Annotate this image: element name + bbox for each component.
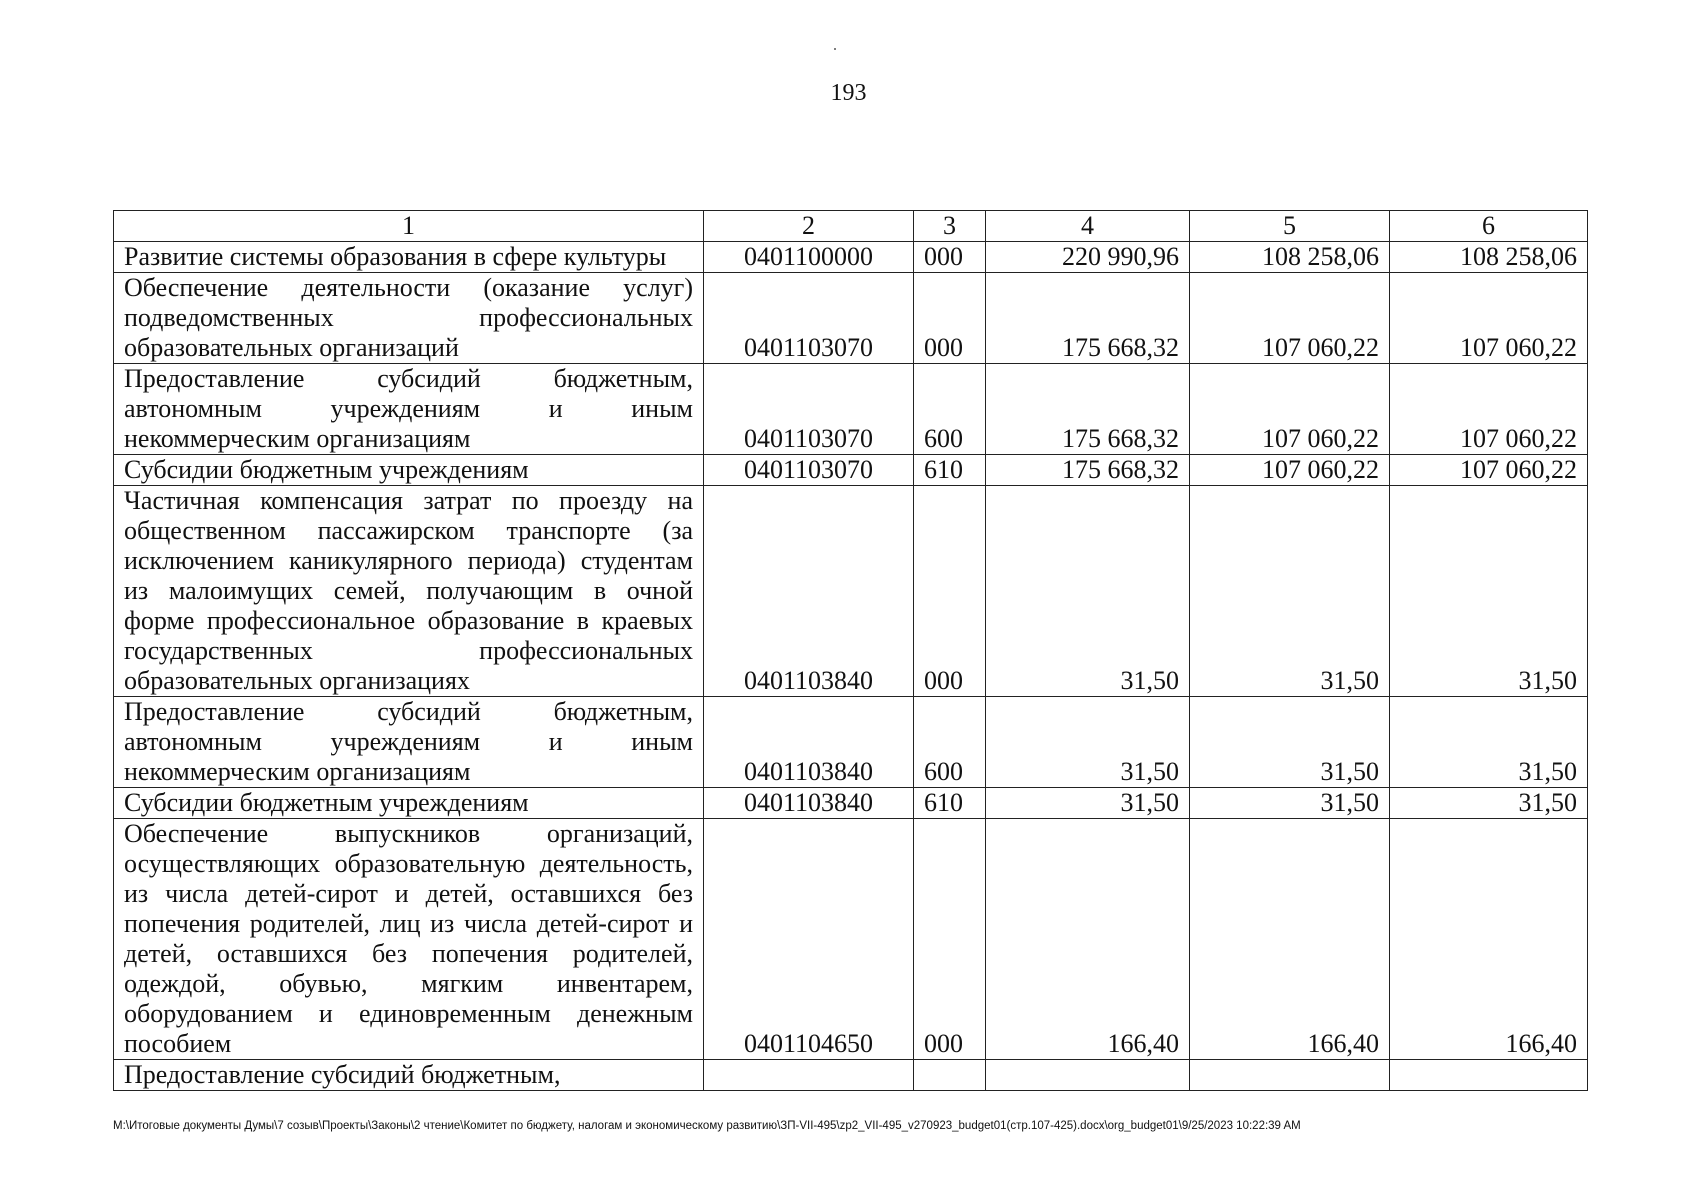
row-amount-col4-cell: 175 668,32 [986,364,1190,455]
row-target-code-cell: 0401104650 [704,819,914,1060]
row-amount-col4-cell: 31,50 [986,486,1190,697]
row-amount-col4-cell: 31,50 [986,788,1190,819]
row-amount-col5-cell: 107 060,22 [1190,273,1390,364]
row-name-cell: Предоставление субсидий бюджетным, [114,1060,704,1091]
row-amount-col5-cell: 108 258,06 [1190,242,1390,273]
row-expense-type-cell: 000 [914,273,986,364]
row-target-code-cell: 0401103070 [704,364,914,455]
row-amount-col6-cell: 107 060,22 [1390,273,1588,364]
row-target-code-cell: 0401103840 [704,486,914,697]
table-row [114,486,1588,697]
row-name-cell: Предоставление субсидий бюджетным, автономным учреждениям и иным некоммерческим организациям [114,697,704,788]
row-amount-col6-cell: 108 258,06 [1390,242,1588,273]
row-amount-col6-cell [1390,1060,1588,1091]
row-amount-col5-cell: 166,40 [1190,819,1390,1060]
row-target-code-cell: 0401103840 [704,697,914,788]
row-name-cell: Обеспечение деятельности (оказание услуг) подведомственных профессиональных образовательных организаций [114,273,704,364]
row-name-cell: Обеспечение выпускников организаций, осуществляющих образовательную деятельность, из числа детей-сирот и детей, оставшихся без попечения родителей, лиц из числа детей-сирот и детей, оставшихся без попечения родителей, одеждой, обувью, мягким инвентарем, оборудованием и единовременным денежным пособием [114,819,704,1060]
scan-speck [834,48,836,50]
column-header-4: 4 [986,211,1190,242]
row-expense-type-cell: 000 [914,486,986,697]
column-header-6: 6 [1390,211,1588,242]
row-target-code-cell: 0401100000 [704,242,914,273]
row-target-code-cell: 0401103840 [704,788,914,819]
row-amount-col6-cell: 107 060,22 [1390,364,1588,455]
table-row [114,697,1588,788]
table-row [114,242,1588,273]
row-amount-col6-cell: 107 060,22 [1390,455,1588,486]
row-target-code-cell: 0401103070 [704,455,914,486]
table-row [114,819,1588,1060]
row-name-cell: Субсидии бюджетным учреждениям [114,788,704,819]
row-amount-col5-cell [1190,1060,1390,1091]
table-row [114,364,1588,455]
row-expense-type-cell: 600 [914,364,986,455]
budget-table [113,210,1588,1091]
row-expense-type-cell [914,1060,986,1091]
row-name-cell: Частичная компенсация затрат по проезду на общественном пассажирском транспорте (за исключением каникулярного периода) студентам из малоимущих семей, получающим в очной форме профессиональное образование в краевых государственных профессиональных образовательных организациях [114,486,704,697]
table-row [114,788,1588,819]
row-name-cell: Субсидии бюджетным учреждениям [114,455,704,486]
row-target-code-cell [704,1060,914,1091]
column-header-2: 2 [704,211,914,242]
row-amount-col4-cell: 175 668,32 [986,455,1190,486]
column-header-3: 3 [914,211,986,242]
row-amount-col5-cell: 107 060,22 [1190,455,1390,486]
table-row [114,455,1588,486]
table-header-row [114,211,1588,242]
table-row [114,1060,1588,1091]
row-amount-col5-cell: 31,50 [1190,486,1390,697]
column-header-1: 1 [114,211,704,242]
row-amount-col6-cell: 31,50 [1390,486,1588,697]
row-amount-col6-cell: 166,40 [1390,819,1588,1060]
page-number: 193 [830,80,867,106]
row-amount-col4-cell: 175 668,32 [986,273,1190,364]
row-amount-col4-cell: 220 990,96 [986,242,1190,273]
row-expense-type-cell: 610 [914,455,986,486]
row-amount-col4-cell: 31,50 [986,697,1190,788]
row-expense-type-cell: 610 [914,788,986,819]
row-amount-col4-cell [986,1060,1190,1091]
row-target-code-cell: 0401103070 [704,273,914,364]
column-header-5: 5 [1190,211,1390,242]
row-name-cell: Предоставление субсидий бюджетным, автономным учреждениям и иным некоммерческим организациям [114,364,704,455]
footer-file-path: M:\Итоговые документы Думы\7 созыв\Проекты\Законы\2 чтение\Комитет по бюджету, налогам и экономическому развитию\ЗП-VII-495\zp2_VII-495_v270923_budget01(стр.107-425).docx\org_budget01\9/25/2023 10:22:39 AM [113,1120,1301,1132]
row-amount-col6-cell: 31,50 [1390,697,1588,788]
row-expense-type-cell: 000 [914,819,986,1060]
row-amount-col6-cell: 31,50 [1390,788,1588,819]
row-expense-type-cell: 000 [914,242,986,273]
row-expense-type-cell: 600 [914,697,986,788]
table-row [114,273,1588,364]
row-amount-col4-cell: 166,40 [986,819,1190,1060]
row-amount-col5-cell: 31,50 [1190,788,1390,819]
row-amount-col5-cell: 107 060,22 [1190,364,1390,455]
row-name-cell: Развитие системы образования в сфере культуры [114,242,704,273]
row-amount-col5-cell: 31,50 [1190,697,1390,788]
